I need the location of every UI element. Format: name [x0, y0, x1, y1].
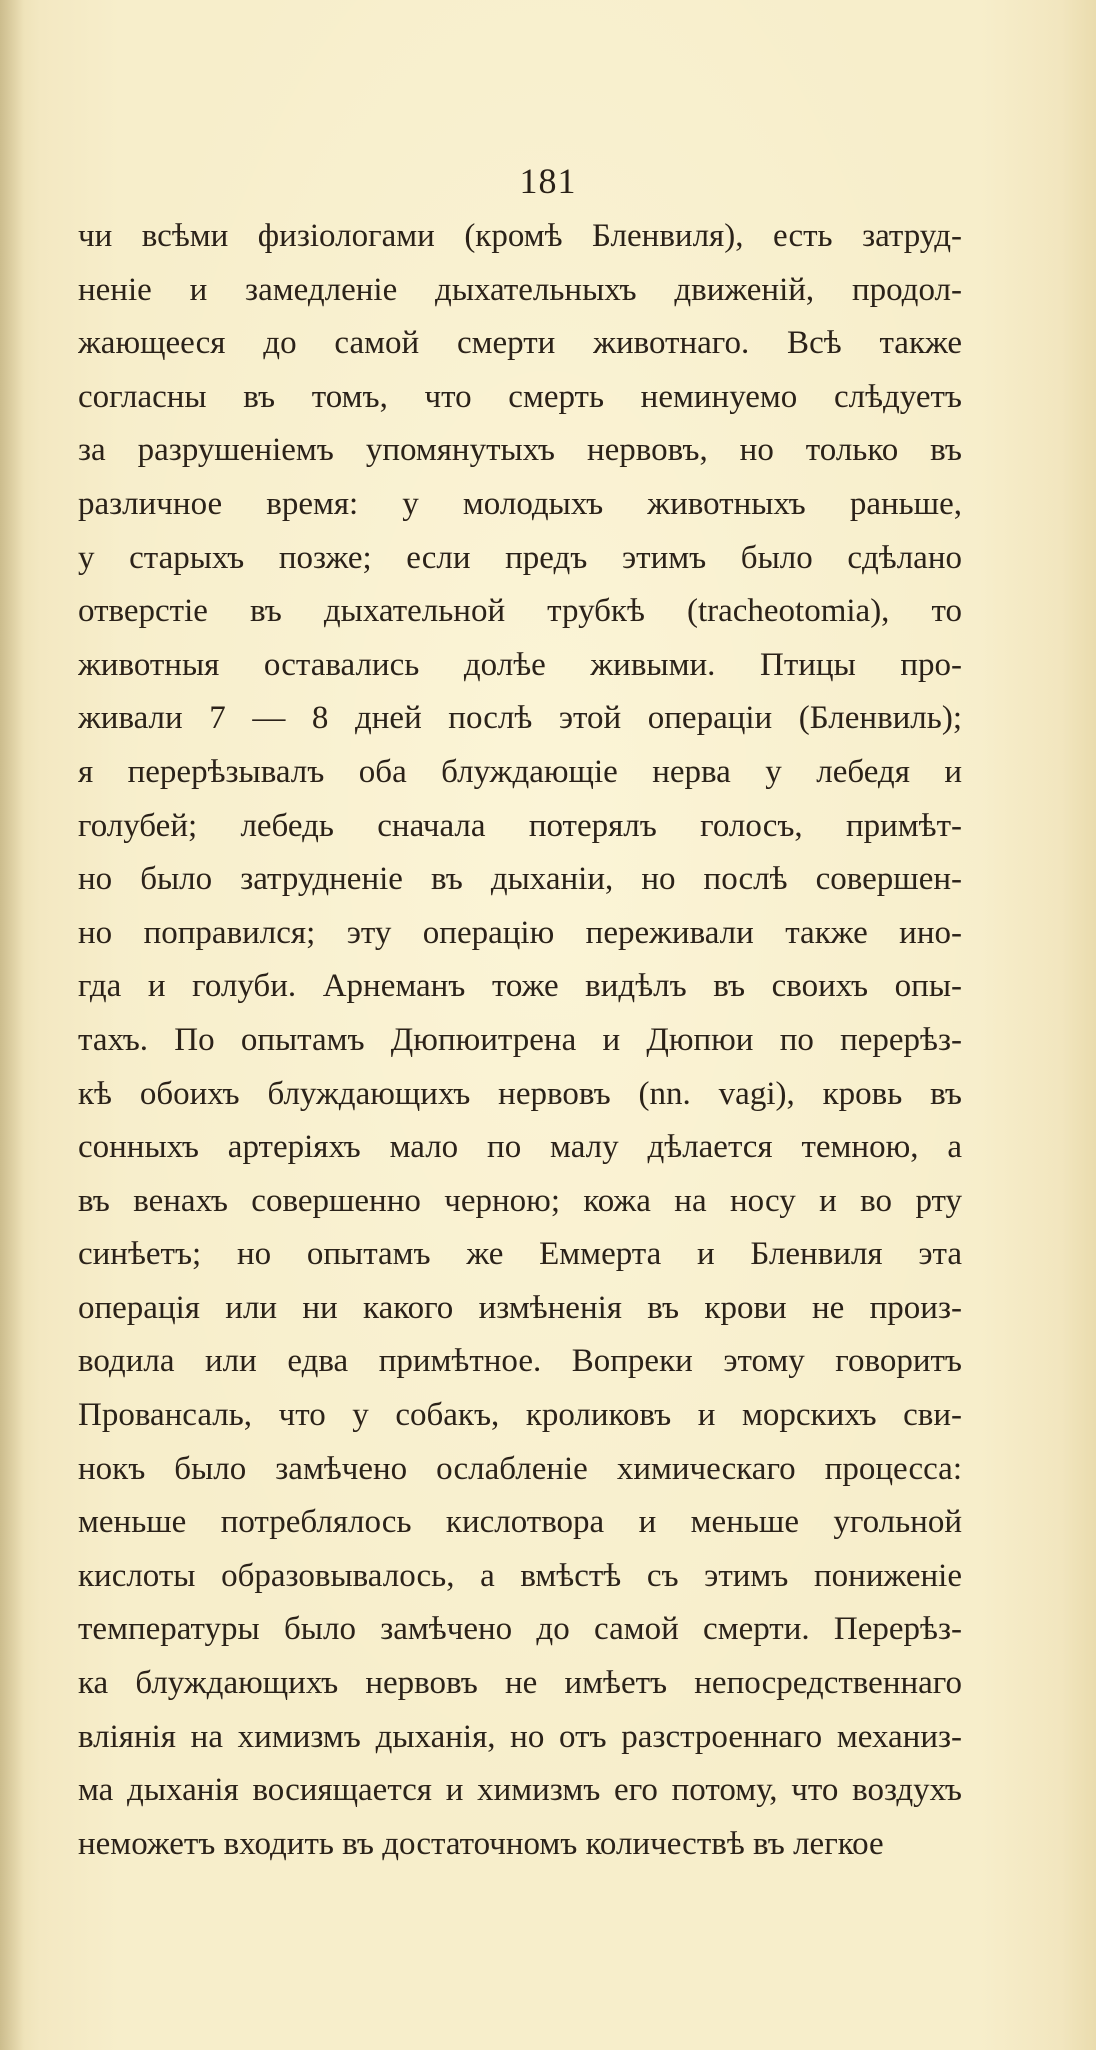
text-line: неніе и замедленіе дыхательныхъ движеній, продол-	[78, 271, 962, 308]
page-number: 181	[519, 161, 577, 201]
text-line: я перерѣзывалъ оба блуждающіе нерва у лебедя и	[78, 753, 962, 790]
text-line: операція или ни какого измѣненія въ крови не произ-	[78, 1289, 962, 1326]
text-line: ма дыханія восиящается и химизмъ его потому, что воздухъ	[78, 1772, 962, 1809]
text-line: сонныхъ артеріяхъ мало по малу дѣлается темною, а	[78, 1129, 962, 1166]
body-text	[78, 210, 962, 1871]
text-line: но было затрудненіе въ дыханіи, но послѣ совершен-	[78, 861, 962, 898]
text-line: ка блуждающихъ нервовъ не имѣетъ непосредственнаго	[78, 1665, 962, 1702]
text-line: синѣетъ; но опытамъ же Еммерта и Бленвиля эта	[78, 1236, 962, 1273]
text-line: гда и голуби. Арнеманъ тоже видѣлъ въ своихъ опы-	[78, 968, 962, 1005]
text-line: температуры было замѣчено до самой смерти. Перерѣз-	[78, 1611, 962, 1648]
text-line: за разрушеніемъ упомянутыхъ нервовъ, но только въ	[78, 432, 962, 469]
text-line: нокъ было замѣчено ослабленіе химическаго процесса:	[78, 1450, 962, 1487]
page-binding-shadow	[0, 0, 24, 2050]
text-line: меньше потреблялось кислотвора и меньше угольной	[78, 1504, 962, 1541]
text-line: согласны въ томъ, что смерть неминуемо слѣдуетъ	[78, 378, 962, 415]
text-line: водила или едва примѣтное. Вопреки этому говоритъ	[78, 1343, 962, 1380]
text-line: тахъ. По опытамъ Дюпюитрена и Дюпюи по перерѣз-	[78, 1021, 962, 1058]
text-line: отверстіе въ дыхательной трубкѣ (tracheotomia), то	[78, 593, 962, 630]
text-line: кислоты образовывалось, а вмѣстѣ съ этимъ пониженіе	[78, 1557, 962, 1594]
text-line: жающееся до самой смерти животнаго. Всѣ также	[78, 325, 962, 362]
text-line: кѣ обоихъ блуждающихъ нервовъ (nn. vagi), кровь въ	[78, 1075, 962, 1112]
text-line: въ венахъ совершенно черною; кожа на носу и во рту	[78, 1182, 962, 1219]
text-line: но поправился; эту операцію переживали также ино-	[78, 914, 962, 951]
text-line: Провансаль, что у собакъ, кроликовъ и морскихъ сви-	[78, 1397, 962, 1434]
text-line: неможетъ входить въ достаточномъ количествѣ въ легкое	[78, 1825, 884, 1862]
text-line: живали 7 — 8 дней послѣ этой операціи (Бленвиль);	[78, 700, 962, 737]
text-line: вліянія на химизмъ дыханія, но отъ разстроеннаго механиз-	[78, 1718, 962, 1755]
text-line: чи всѣми физіологами (кромѣ Бленвиля), есть затруд-	[78, 218, 962, 254]
text-line: животныя оставались долѣе живыми. Птицы про-	[78, 646, 962, 683]
text-line: голубей; лебедь сначала потерялъ голосъ, примѣт-	[78, 807, 962, 844]
text-line: у старыхъ позже; если предъ этимъ было сдѣлано	[78, 539, 962, 576]
text-line: различное время: у молодыхъ животныхъ раньше,	[78, 485, 962, 522]
